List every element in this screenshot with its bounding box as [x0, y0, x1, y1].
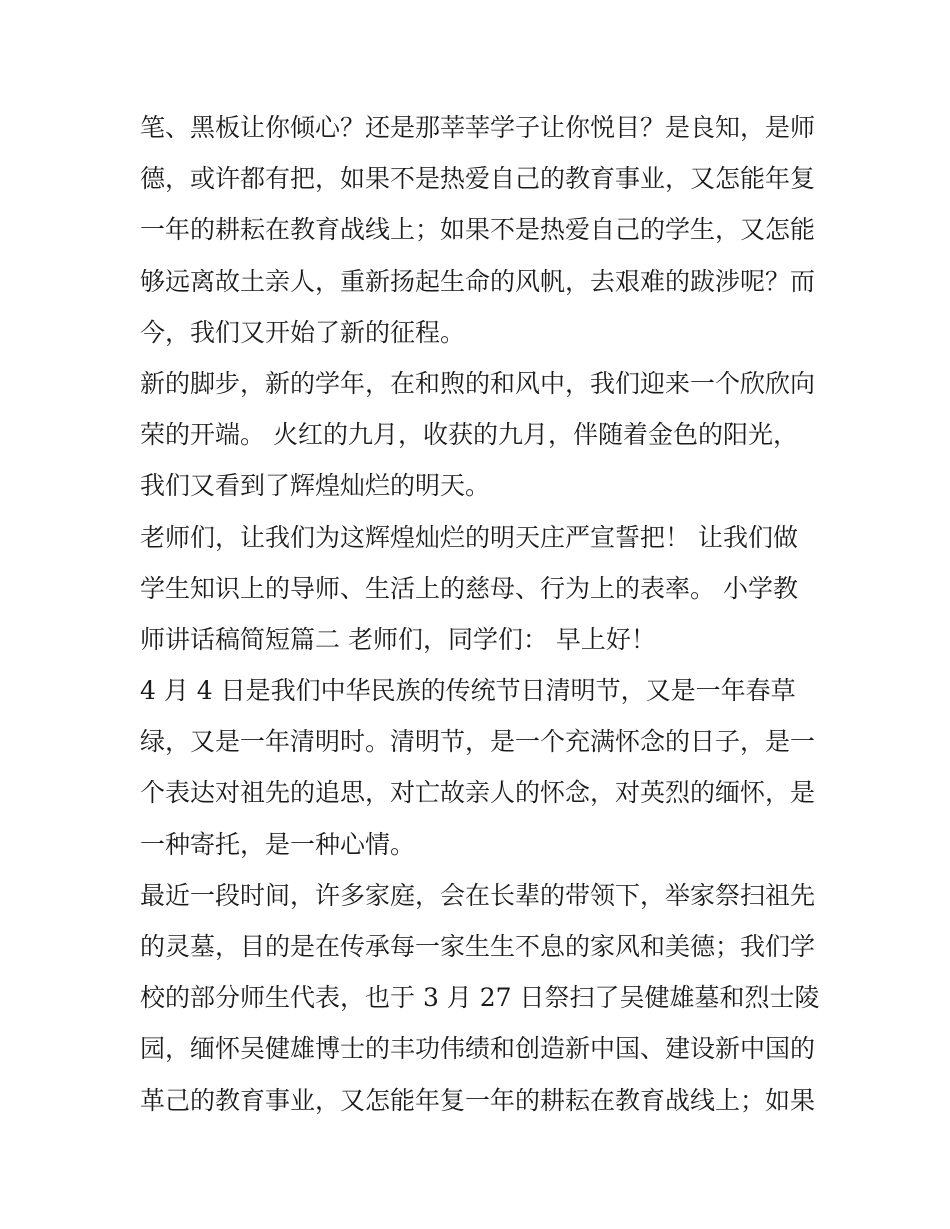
- text-line: 绿，又是一年清明时。清明节，是一个充满怀念的日子，是一: [140, 727, 816, 757]
- text-line: 的灵墓，目的是在传承每一家生生不息的家风和美德；我们学: [140, 932, 816, 961]
- text-line: 德，或许都有把，如果不是热爱自己的教育事业，又怎能年复: [140, 164, 816, 194]
- text-line: 个表达对祖先的追思，对亡故亲人的怀念，对英烈的缅怀，是: [140, 778, 816, 808]
- text-line: 革己的教育事业，又怎能年复一年的耕耘在教育战线上；如果: [140, 1085, 816, 1115]
- text-line: 学生知识上的导师、生活上的慈母、行为上的表率。 小学教: [140, 573, 798, 603]
- text-line: 够远离故土亲人，重新扬起生命的风帆，去艰难的跋涉呢？而: [140, 266, 816, 296]
- text-line: 一年的耕耘在教育战线上；如果不是热爱自己的学生，又怎能: [140, 215, 816, 245]
- text-line: 师讲话稿简短篇二 老师们，同学们： 早上好！: [140, 624, 656, 654]
- text-line: 荣的开端。 火红的九月，收获的九月，伴随着金色的阳光，: [140, 420, 798, 450]
- text-line: 我们又看到了辉煌灿烂的明天。: [140, 471, 491, 501]
- text-line: 最近一段时间，许多家庭，会在长辈的带领下，举家祭扫祖先: [140, 880, 816, 910]
- text-line: 校的部分师生代表，也于 3 月 27 日祭扫了吴健雄墓和烈士陵: [140, 983, 820, 1013]
- text-line: 老师们，让我们为这辉煌灿烂的明天庄严宣誓把！ 让我们做: [140, 522, 798, 552]
- text-line: 一种寄托，是一种心情。: [140, 829, 416, 859]
- text-line: 今，我们又开始了新的征程。: [140, 317, 466, 347]
- text-line: 园，缅怀吴健雄博士的丰功伟绩和创造新中国、建设新中国的: [140, 1034, 816, 1064]
- text-line: 新的脚步，新的学年，在和煦的和风中，我们迎来一个欣欣向: [140, 368, 816, 398]
- text-line: 4 月 4 日是我们中华民族的传统节日清明节，又是一年春草: [140, 676, 796, 706]
- text-line: 笔、黑板让你倾心？还是那莘莘学子让你悦目？是良知，是师: [140, 113, 816, 142]
- document-body: [140, 102, 820, 1126]
